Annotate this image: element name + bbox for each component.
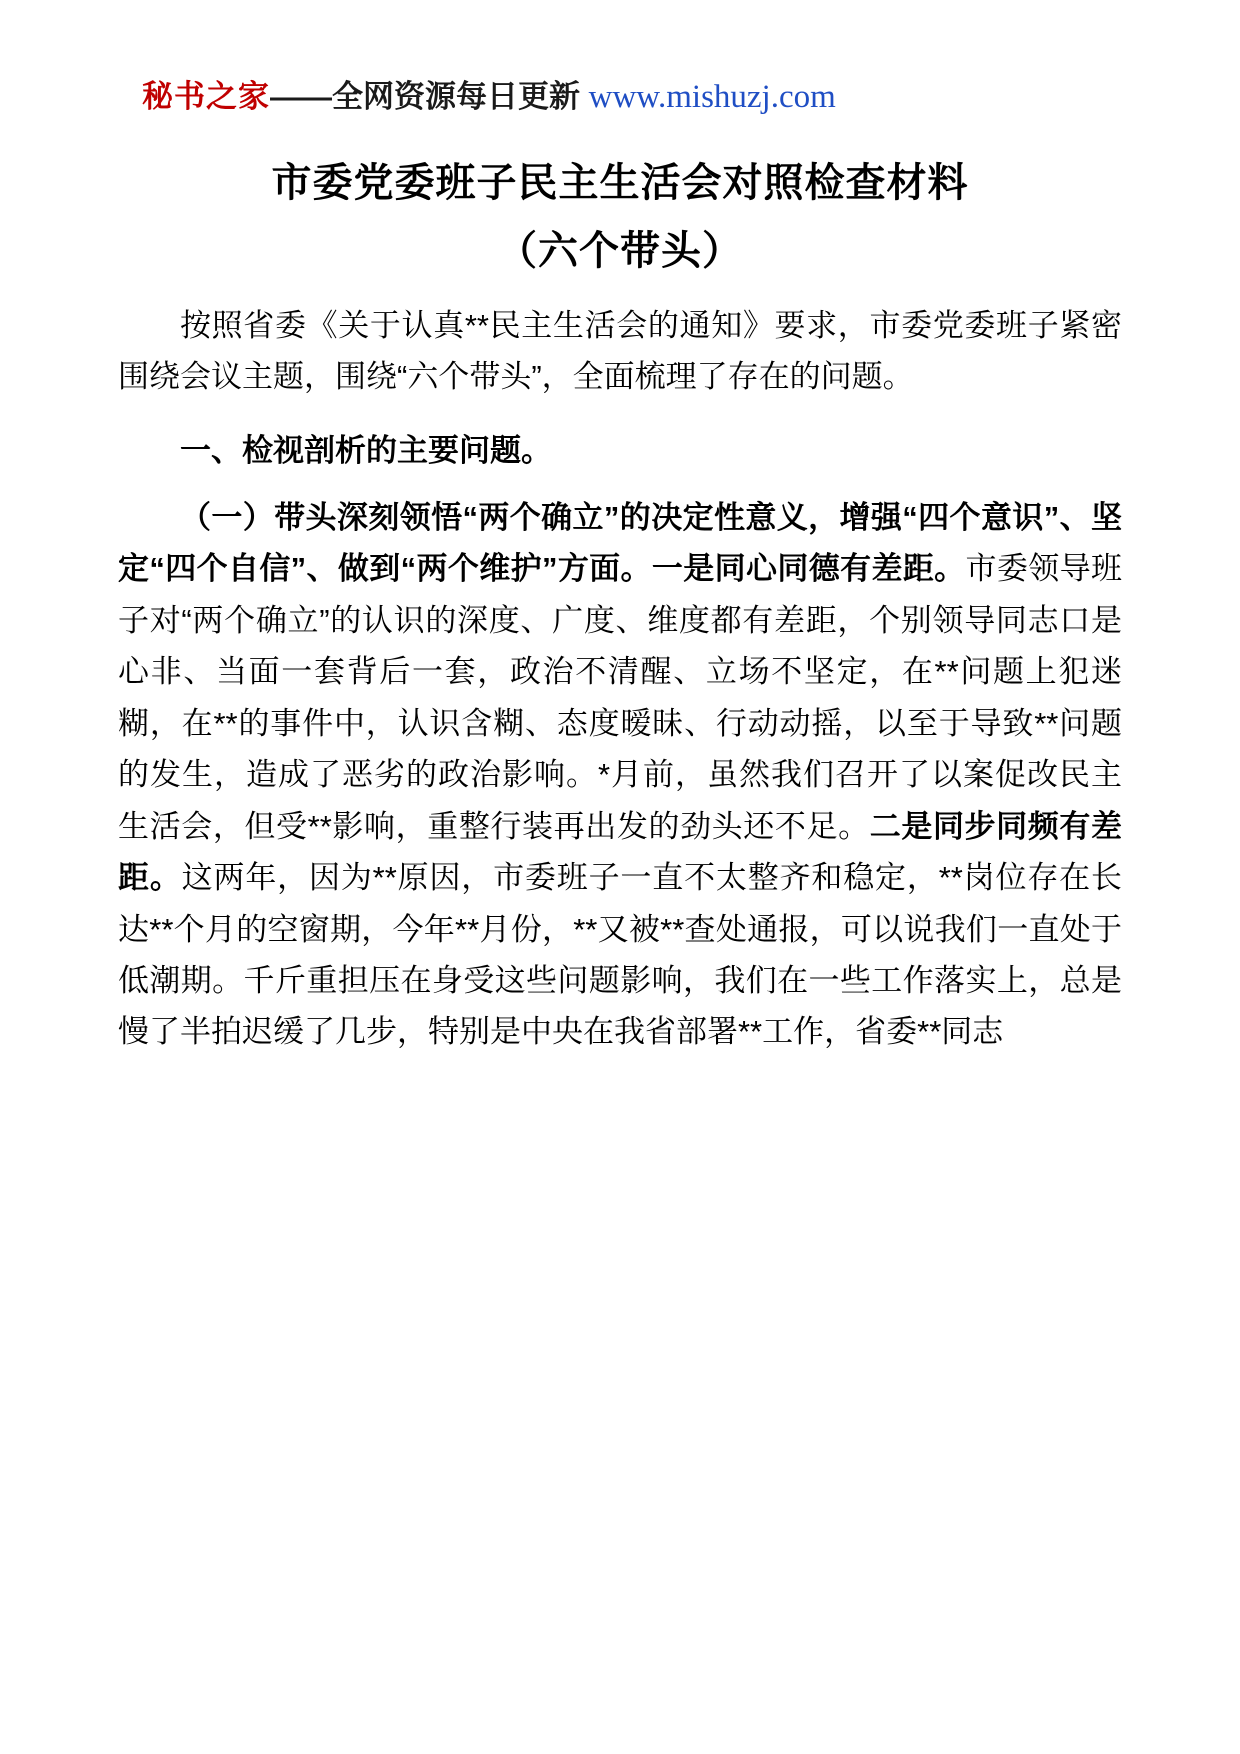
subsection-paragraph-1: [118, 492, 1122, 1058]
subsection-heading-1: （一）带头深刻领悟“两个确立”的决定性意义，增强“四个意识”、坚定“四个自信”、做到“两个维护”方面。一是同心同德有差距。: [118, 499, 1122, 587]
subsection-body-1: 市委领导班子对“两个确立”的认识的深度、广度、维度都有差距，个别领导同志口是心非、当面一套背后一套，政治不清醒、立场不坚定，在**问题上犯迷糊，在**的事件中，认识含糊、态度暧昧、行动动摇，以至于导致**问题的发生，造成了恶劣的政治影响。*月前，虽然我们召开了以案促改民主生活会，但受**影响，重整行装再出发的劲头还不足。: [118, 551, 1123, 844]
section-heading-1: 一、检视剖析的主要问题。: [180, 432, 552, 468]
banner-tagline: 全网资源每日更新: [332, 79, 580, 114]
site-brand: 秘书之家: [142, 79, 270, 114]
subsection-body-2: 这两年，因为**原因，市委班子一直不太整齐和稳定，**岗位存在长达**个月的空窗期，今年**月份，**又被**查处通报，可以说我们一直处于低潮期。千斤重担压在身受这些问题影响，我们在一些工作落实上，总是慢了半拍迟缓了几步，特别是中央在我省部署**工作，省委**同志: [118, 860, 1122, 1050]
banner-separator: ——: [270, 79, 332, 114]
site-url[interactable]: www.mishuzj.com: [588, 79, 836, 115]
page-title: 市委党委班子民主生活会对照检查材料: [271, 160, 969, 205]
site-banner: [118, 78, 1122, 118]
intro-paragraph: 按照省委《关于认真**民主生活会的通知》要求，市委党委班子紧密围绕会议主题，围绕“六个带头”，全面梳理了存在的问题。: [118, 307, 1122, 395]
subsection-heading-2: 二是同步同频有差距。: [118, 808, 1122, 896]
page-subtitle: （六个带头）: [497, 228, 743, 273]
